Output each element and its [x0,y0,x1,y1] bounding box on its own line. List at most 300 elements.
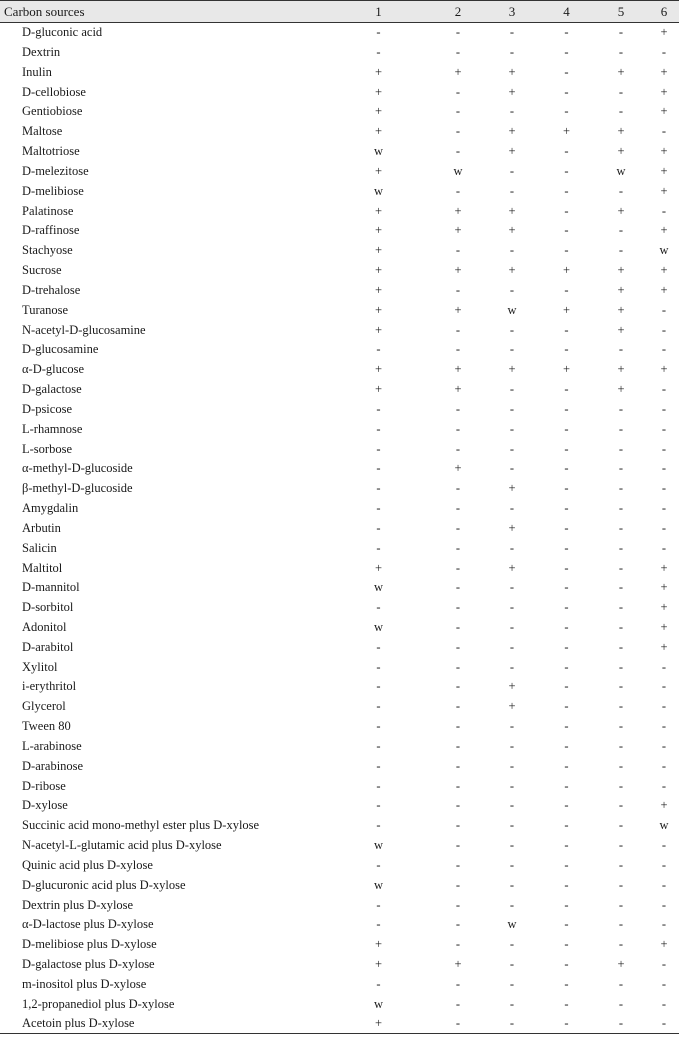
result-cell-strain-1: + [374,322,383,337]
result-cell-strain-5: + [617,64,625,79]
result-cell-strain-2: - [455,798,461,813]
result-cell-strain-5: + [617,302,625,317]
result-cell-strain-5: - [618,104,624,119]
result-cell-strain-1: - [376,738,381,753]
result-cell-strain-1: - [376,976,381,991]
result-cell-strain-3: - [509,877,515,892]
result-cell-strain-5: - [618,857,624,872]
result-cell-strain-6: - [661,679,667,694]
result-cell-strain-3: - [509,857,515,872]
result-cell-strain-4: - [564,382,569,397]
result-cell-strain-6: + [660,183,668,198]
result-cell-strain-1: - [376,540,381,555]
carbon-source-name: N-acetyl-L-glutamic acid plus D-xylose [22,838,222,853]
result-cell-strain-2: + [454,957,462,972]
result-cell-strain-4: - [564,243,569,258]
result-cell-strain-3: - [509,104,515,119]
carbon-source-name: α-methyl-D-glucoside [22,461,133,476]
result-cell-strain-4: - [564,580,569,595]
table-row [0,716,679,736]
result-cell-strain-1: - [376,461,381,476]
result-cell-strain-3: - [484,1014,540,1034]
carbon-source-name: m-inositol plus D-xylose [22,976,147,991]
carbon-source-name: D-glucosamine [22,342,99,357]
result-cell-strain-4: - [564,679,569,694]
result-cell-strain-1: - [376,758,381,773]
carbon-source-name: Acetoin plus D-xylose [0,1014,325,1034]
result-cell-strain-1: - [376,659,381,674]
result-cell-strain-2: + [454,203,462,218]
result-cell-strain-6: - [661,719,667,734]
carbon-source-name: L-rhamnose [22,421,83,436]
result-cell-strain-1: - [376,44,381,59]
carbon-source-name: α-D-glucose [22,362,85,377]
result-cell-strain-3: - [509,322,515,337]
table-row [0,677,679,697]
result-cell-strain-4: - [564,560,569,575]
table-row [0,439,679,459]
result-cell-strain-2: - [455,639,461,654]
result-cell-strain-3: w [507,917,517,932]
result-cell-strain-4: - [564,540,569,555]
table-row [0,360,679,380]
result-cell-strain-5: - [618,758,624,773]
result-cell-strain-5: - [618,818,624,833]
result-cell-strain-1: + [374,263,383,278]
result-cell-strain-6: - [661,699,667,714]
carbon-source-name: D-sorbitol [22,600,74,615]
result-cell-strain-4: - [564,342,569,357]
table-row [0,538,679,558]
result-cell-strain-1: + [374,104,383,119]
result-cell-strain-3: - [509,183,515,198]
result-cell-strain-2: - [455,719,461,734]
result-cell-strain-5: - [618,401,624,416]
column-header-carbon-sources: Carbon sources [0,1,325,23]
result-cell-strain-3: + [508,679,516,694]
result-cell-strain-5: - [618,441,624,456]
carbon-source-name: D-galactose [22,382,82,397]
carbon-source-name: Gentiobiose [22,104,83,119]
carbon-source-name: Inulin [22,64,52,79]
carbon-source-name: L-sorbose [22,441,72,456]
result-cell-strain-6: + [660,362,668,377]
result-cell-strain-4: + [562,362,571,377]
result-cell-strain-3: - [509,501,515,516]
result-cell-strain-3: + [508,481,516,496]
result-cell-strain-1: + [374,282,383,297]
result-cell-strain-1: + [374,223,383,238]
result-cell-strain-1: - [376,639,381,654]
result-cell-strain-6: - [661,838,667,853]
result-cell-strain-3: + [508,699,516,714]
result-cell-strain-3: + [508,263,516,278]
result-cell-strain-4: + [562,302,571,317]
result-cell-strain-1: + [374,243,383,258]
result-cell-strain-5: - [618,996,624,1011]
table-row [0,300,679,320]
result-cell-strain-1: w [373,838,384,853]
carbon-source-name: D-galactose plus D-xylose [22,957,155,972]
carbon-source-name: D-psicose [22,401,72,416]
result-cell-strain-6: + [660,560,668,575]
result-cell-strain-2: - [455,144,461,159]
result-cell-strain-5: + [617,144,625,159]
result-cell-strain-1: - [376,481,381,496]
result-cell-strain-3: + [508,124,516,139]
result-cell-strain-1: + [374,560,383,575]
result-cell-strain-5: - [593,1014,649,1034]
result-cell-strain-6: - [661,738,667,753]
result-cell-strain-1: - [376,778,381,793]
carbon-source-name: β-methyl-D-glucoside [22,481,133,496]
result-cell-strain-2: - [455,540,461,555]
result-cell-strain-2: + [454,362,462,377]
result-cell-strain-5: + [617,203,625,218]
result-cell-strain-2: - [455,501,461,516]
result-cell-strain-5: - [618,520,624,535]
table-row [0,399,679,419]
result-cell-strain-2: - [455,25,461,40]
result-cell-strain-6: + [660,84,668,99]
result-cell-strain-3: - [509,163,515,178]
result-cell-strain-5: - [618,897,624,912]
result-cell-strain-4: - [564,421,569,436]
table-row [0,260,679,280]
result-cell-strain-5: - [618,501,624,516]
result-cell-strain-5: - [618,937,624,952]
result-cell-strain-3: - [509,758,515,773]
result-cell-strain-5: - [618,25,624,40]
carbon-source-name: Adonitol [22,620,67,634]
result-cell-strain-5: - [618,679,624,694]
result-cell-strain-4: - [564,818,569,833]
result-cell-strain-3: - [509,382,515,397]
carbon-source-name: Arbutin [22,520,61,535]
carbon-source-name: 1,2-propanediol plus D-xylose [22,996,175,1011]
result-cell-strain-2: - [455,679,461,694]
result-cell-strain-4: - [564,44,569,59]
result-cell-strain-6: + [660,104,668,119]
table-row [0,1014,679,1034]
carbon-source-name: L-arabinose [22,738,82,753]
carbon-source-name: D-cellobiose [22,84,86,99]
result-cell-strain-6: w [659,243,669,258]
result-cell-strain-2: - [432,1014,484,1034]
result-cell-strain-6: - [661,778,667,793]
result-cell-strain-1: + [374,84,383,99]
table-row [0,419,679,439]
result-cell-strain-6: - [661,917,667,932]
result-cell-strain-5: w [616,163,626,178]
result-cell-strain-3: - [509,957,515,972]
result-cell-strain-1: - [376,917,381,932]
table-row [0,994,679,1014]
result-cell-strain-6: - [661,322,667,337]
result-cell-strain-2: - [455,758,461,773]
carbon-source-name: Sucrose [22,263,62,278]
result-cell-strain-2: - [455,699,461,714]
result-cell-strain-1: - [376,719,381,734]
result-cell-strain-6: + [660,144,668,159]
result-cell-strain-1: - [376,679,381,694]
result-cell-strain-2: - [455,620,461,634]
result-cell-strain-2: w [453,163,463,178]
table-row [0,816,679,836]
table-row [0,379,679,399]
result-cell-strain-3: - [509,620,515,634]
result-cell-strain-6: - [661,857,667,872]
result-cell-strain-5: + [617,263,625,278]
result-cell-strain-5: - [618,838,624,853]
result-cell-strain-1: + [374,203,383,218]
result-cell-strain-6: - [661,659,667,674]
result-cell-strain-1: + [374,64,383,79]
result-cell-strain-3: - [509,44,515,59]
result-cell-strain-6: + [660,620,668,634]
table-row [0,280,679,300]
result-cell-strain-2: - [455,441,461,456]
column-header-1: 1 [325,1,432,23]
result-cell-strain-3: + [508,560,516,575]
result-cell-strain-2: - [455,976,461,991]
carbon-source-name: Quinic acid plus D-xylose [22,857,153,872]
result-cell-strain-6: - [649,1014,679,1034]
carbon-source-name: Dextrin plus D-xylose [22,897,134,912]
result-cell-strain-1: w [373,877,384,892]
result-cell-strain-2: + [454,263,462,278]
table-row [0,578,679,598]
result-cell-strain-5: - [618,639,624,654]
table-row [0,974,679,994]
result-cell-strain-3: - [509,738,515,753]
result-cell-strain-2: - [455,838,461,853]
result-cell-strain-4: - [564,838,569,853]
result-cell-strain-2: - [455,282,461,297]
result-cell-strain-4: - [540,1014,593,1034]
result-cell-strain-3: + [508,64,516,79]
result-cell-strain-5: - [618,481,624,496]
result-cell-strain-3: + [508,203,516,218]
result-cell-strain-1: - [376,600,381,615]
table-row [0,221,679,241]
result-cell-strain-6: - [661,996,667,1011]
column-header-4: 4 [540,1,593,23]
result-cell-strain-1: + [374,957,383,972]
result-cell-strain-2: - [455,520,461,535]
result-cell-strain-1: - [376,897,381,912]
result-cell-strain-4: - [564,203,569,218]
result-cell-strain-4: - [564,917,569,932]
result-cell-strain-4: - [564,976,569,991]
result-cell-strain-6: - [661,124,667,139]
table-row [0,518,679,538]
result-cell-strain-6: - [661,976,667,991]
carbon-source-name: Dextrin [22,44,61,59]
result-cell-strain-2: - [455,778,461,793]
result-cell-strain-3: - [509,441,515,456]
result-cell-strain-3: - [509,818,515,833]
result-cell-strain-3: - [509,996,515,1011]
result-cell-strain-5: - [618,798,624,813]
result-cell-strain-6: + [660,263,668,278]
result-cell-strain-3: - [509,838,515,853]
result-cell-strain-4: - [564,798,569,813]
carbon-source-name: D-melibiose plus D-xylose [22,937,157,952]
result-cell-strain-2: - [455,342,461,357]
column-header-5: 5 [593,1,649,23]
table-row [0,102,679,122]
result-cell-strain-1: - [376,857,381,872]
table-row [0,736,679,756]
result-cell-strain-2: + [454,461,462,476]
table-row [0,657,679,677]
result-cell-strain-2: - [455,917,461,932]
result-cell-strain-5: - [618,183,624,198]
result-cell-strain-2: - [455,818,461,833]
result-cell-strain-3: + [508,144,516,159]
column-header-2: 2 [432,1,484,23]
table-row [0,875,679,895]
result-cell-strain-4: - [564,25,569,40]
result-cell-strain-5: - [618,600,624,615]
table-row [0,915,679,935]
result-cell-strain-4: + [562,263,571,278]
result-cell-strain-4: - [564,639,569,654]
result-cell-strain-6: - [661,441,667,456]
carbon-source-name: Succinic acid mono-methyl ester plus D-xylose [22,818,260,833]
result-cell-strain-4: + [562,124,571,139]
table-row [0,141,679,161]
carbon-source-name: D-ribose [22,778,66,793]
result-cell-strain-6: - [661,421,667,436]
result-cell-strain-3: - [509,897,515,912]
result-cell-strain-5: - [618,738,624,753]
result-cell-strain-4: - [564,996,569,1011]
result-cell-strain-5: - [618,223,624,238]
result-cell-strain-6: - [661,540,667,555]
carbon-source-name: Maltotriose [22,144,80,159]
table-row [0,855,679,875]
result-cell-strain-4: - [564,857,569,872]
result-cell-strain-5: - [618,84,624,99]
table-row [0,42,679,62]
result-cell-strain-4: - [564,183,569,198]
carbon-source-name: D-mannitol [22,580,80,595]
table-row [0,954,679,974]
result-cell-strain-1: - [376,421,381,436]
carbon-source-name: D-melibiose [22,183,84,198]
result-cell-strain-1: - [376,401,381,416]
carbon-source-name: Maltose [22,124,63,139]
result-cell-strain-6: w [659,818,669,833]
result-cell-strain-2: - [455,401,461,416]
result-cell-strain-6: + [660,600,668,615]
result-cell-strain-1: + [374,124,383,139]
table-row [0,181,679,201]
result-cell-strain-2: - [455,996,461,1011]
result-cell-strain-6: - [661,897,667,912]
result-cell-strain-6: + [660,64,668,79]
result-cell-strain-6: - [661,481,667,496]
result-cell-strain-4: - [564,699,569,714]
carbon-source-name: D-glucuronic acid plus D-xylose [22,877,186,892]
result-cell-strain-6: - [661,342,667,357]
table-row [0,835,679,855]
result-cell-strain-4: - [564,937,569,952]
result-cell-strain-4: - [564,957,569,972]
result-cell-strain-2: - [455,44,461,59]
result-cell-strain-5: + [617,124,625,139]
result-cell-strain-5: - [618,719,624,734]
carbon-source-name: Turanose [22,302,69,317]
result-cell-strain-5: + [617,282,625,297]
result-cell-strain-2: - [455,84,461,99]
result-cell-strain-5: + [617,957,625,972]
result-cell-strain-2: - [455,600,461,615]
result-cell-strain-5: - [618,540,624,555]
result-cell-strain-3: w [507,302,517,317]
result-cell-strain-4: - [564,738,569,753]
result-cell-strain-3: - [509,778,515,793]
result-cell-strain-3: + [508,362,516,377]
result-cell-strain-6: - [661,302,667,317]
result-cell-strain-6: - [661,461,667,476]
result-cell-strain-1: - [376,520,381,535]
result-cell-strain-3: + [508,84,516,99]
result-cell-strain-5: + [617,322,625,337]
result-cell-strain-6: - [661,758,667,773]
table-row [0,895,679,915]
result-cell-strain-1: - [376,342,381,357]
table-row [0,122,679,142]
result-cell-strain-3: - [509,461,515,476]
result-cell-strain-6: + [660,25,668,40]
table-row [0,459,679,479]
result-cell-strain-3: + [508,520,516,535]
result-cell-strain-2: - [455,243,461,258]
result-cell-strain-3: - [509,719,515,734]
result-cell-strain-5: - [618,659,624,674]
result-cell-strain-2: - [455,104,461,119]
table-row [0,776,679,796]
result-cell-strain-5: - [618,917,624,932]
result-cell-strain-1: + [374,302,383,317]
result-cell-strain-5: - [618,778,624,793]
table-row [0,161,679,181]
result-cell-strain-3: - [509,282,515,297]
result-cell-strain-4: - [564,897,569,912]
result-cell-strain-2: - [455,560,461,575]
result-cell-strain-3: - [509,342,515,357]
table-row [0,82,679,102]
result-cell-strain-4: - [564,620,569,634]
result-cell-strain-6: + [660,163,668,178]
result-cell-strain-1: + [374,362,383,377]
result-cell-strain-1: - [376,798,381,813]
carbon-source-name: Xylitol [22,659,58,674]
table-row [0,756,679,776]
result-cell-strain-5: + [617,382,625,397]
result-cell-strain-5: - [618,580,624,595]
table-row [0,935,679,955]
result-cell-strain-2: - [455,481,461,496]
carbon-source-name: Amygdalin [22,501,79,516]
result-cell-strain-3: - [509,659,515,674]
table-row [0,637,679,657]
carbon-source-name: D-arabitol [22,639,74,654]
result-cell-strain-4: - [564,144,569,159]
